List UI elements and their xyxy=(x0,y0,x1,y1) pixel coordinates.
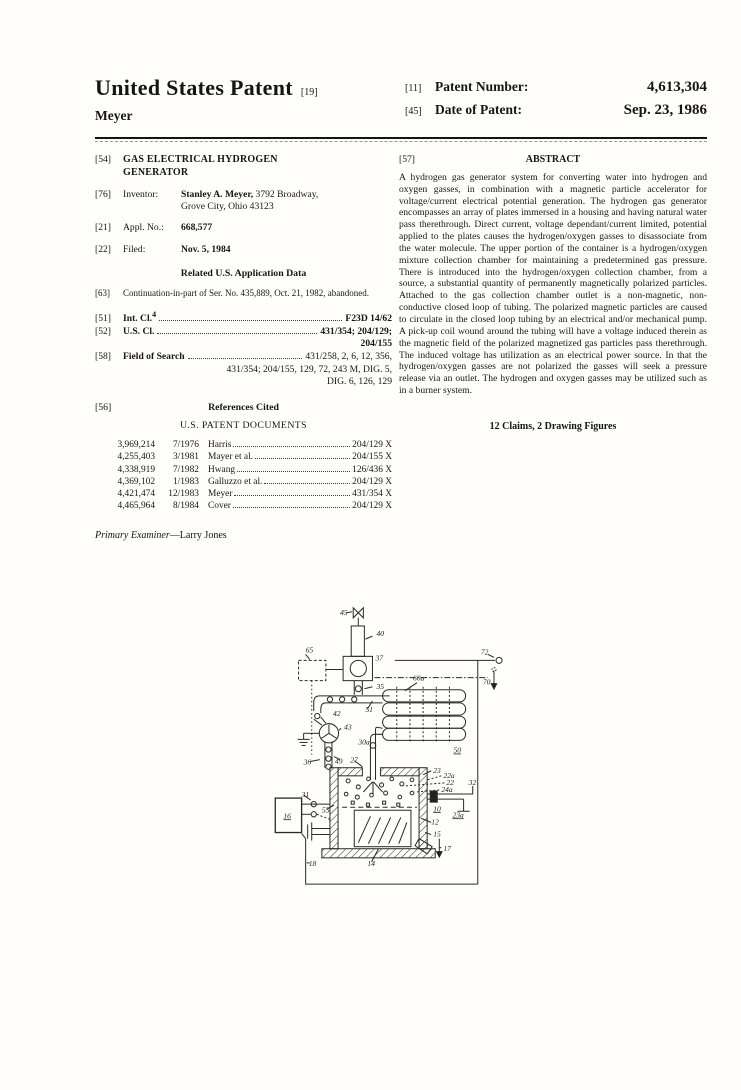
invention-title-line2: GENERATOR xyxy=(123,166,189,178)
appl-tag: [21] xyxy=(95,222,111,234)
reference-date: 7/1982 xyxy=(172,464,199,475)
filed-entry xyxy=(95,244,392,256)
reference-inventor: Hwang xyxy=(208,464,236,475)
terminal-72 xyxy=(496,657,502,663)
figure-label-24a: 24a xyxy=(441,785,453,795)
references-table xyxy=(95,439,392,513)
reference-patent-number: 4,338,919 xyxy=(117,464,155,475)
figure-label-70: 70 xyxy=(482,677,491,687)
references-heading-text: References Cited xyxy=(208,401,279,413)
appl-no-entry xyxy=(95,222,392,234)
dot-leader xyxy=(157,333,317,334)
figure-label-30a: 30a xyxy=(358,737,370,747)
related-data-entry xyxy=(95,288,392,299)
housing-left-wall xyxy=(330,768,338,849)
int-cl-label: Int. Cl.$^4$ xyxy=(123,309,157,325)
outlet-valve xyxy=(430,791,437,802)
figure-label-10: 10 xyxy=(433,804,441,814)
examiner-name: Larry Jones xyxy=(179,529,227,541)
housing-cover-left xyxy=(338,768,362,776)
invention-title xyxy=(123,154,278,179)
pickup-coil-row xyxy=(383,728,466,740)
figure-label-23: 23 xyxy=(433,765,441,775)
dot-leader xyxy=(188,358,303,359)
figure-label-43: 43 xyxy=(344,722,352,732)
reference-row xyxy=(95,476,392,488)
control-box-65 xyxy=(299,660,326,680)
related-data-heading: Related U.S. Application Data xyxy=(180,268,307,280)
reference-patent-number: 4,255,403 xyxy=(117,452,155,463)
junction-30a xyxy=(370,743,376,749)
header-left xyxy=(95,76,318,125)
patent-number-value: 4,613,304 xyxy=(647,79,707,95)
figure-label-22: 22 xyxy=(446,777,454,787)
reference-patent-number: 4,369,102 xyxy=(117,476,155,487)
kind-code-tag: [19] xyxy=(300,87,318,98)
reference-row xyxy=(95,500,392,512)
dot-leader xyxy=(159,320,342,321)
primary-examiner-line xyxy=(95,530,392,542)
appl-value: 668,577 xyxy=(181,222,213,234)
pickup-coil-row xyxy=(383,716,466,728)
figure-label-18: 18 xyxy=(308,858,317,868)
patent-number-label: Patent Number: xyxy=(435,79,529,94)
figure-label-14: 14 xyxy=(367,858,375,868)
figure-label-65: 65 xyxy=(305,645,314,655)
figure-label-55: 55 xyxy=(321,805,330,815)
abstract-tag: [57] xyxy=(399,154,415,165)
cylinder-40 xyxy=(351,626,364,656)
us-cl-value2: 204/155 xyxy=(360,338,392,350)
figure-label-27: 27 xyxy=(350,755,358,765)
field-value1: 431/258, 2, 6, 12, 356, xyxy=(305,350,392,362)
figure-label-49: 49 xyxy=(335,756,343,766)
reference-row xyxy=(95,439,392,451)
figure-label-45: 45 xyxy=(340,607,348,617)
date-tag: [45] xyxy=(405,106,422,117)
related-text: Continuation-in-part of Ser. No. 435,889, Oct. 21, 1982, abandoned. xyxy=(123,287,369,298)
page-title xyxy=(95,76,318,105)
int-cl-line xyxy=(95,309,392,325)
patent-number-row xyxy=(405,79,707,96)
reference-inventor: Galluzzo et al. xyxy=(208,476,263,487)
inventor-value xyxy=(181,189,318,212)
us-cl-label: U.S. Cl. xyxy=(123,325,155,337)
housing-bottom-wall xyxy=(322,849,435,858)
figure-label-31: 31 xyxy=(301,790,310,800)
filed-label: Filed: xyxy=(123,243,146,255)
references-tag: [56] xyxy=(95,401,112,413)
references-heading xyxy=(95,402,392,414)
check-ball-42 xyxy=(315,713,320,718)
reference-row xyxy=(95,488,392,500)
abstract-heading xyxy=(399,154,707,166)
abstract-heading-text: ABSTRACT xyxy=(525,154,581,165)
author-name: Meyer xyxy=(95,108,133,123)
filed-tag: [22] xyxy=(95,243,111,255)
date-of-patent-row xyxy=(405,102,707,119)
reference-date: 8/1984 xyxy=(172,501,199,512)
figure-label-17: 17 xyxy=(443,843,451,853)
figure-label-72: 72 xyxy=(480,647,489,657)
figure-label-23a: 23a xyxy=(452,810,464,820)
title-tag: [54] xyxy=(95,154,111,165)
reference-patent-number: 4,465,964 xyxy=(117,501,155,512)
plate-array-14 xyxy=(354,810,411,846)
field-of-search-line xyxy=(95,351,392,363)
housing-right-wall xyxy=(419,768,427,849)
reference-patent-number: 3,969,214 xyxy=(117,439,155,450)
dot-leader xyxy=(264,483,350,484)
reference-inventor: Cover xyxy=(208,501,231,512)
inventor-address2: Grove City, Ohio 43123 xyxy=(181,200,274,212)
pickup-coil-row xyxy=(383,690,466,702)
figure-label-16: 16 xyxy=(283,811,291,821)
inventor-address1: 3792 Broadway, xyxy=(253,189,319,200)
relief-valve-45 xyxy=(353,608,363,618)
valve-35 xyxy=(355,686,361,692)
figure-label-50: 50 xyxy=(453,745,462,755)
figure-label-15: 15 xyxy=(433,829,441,839)
date-value: Sep. 23, 1986 xyxy=(623,102,707,118)
reference-date: 7/1976 xyxy=(172,439,199,450)
field-value2: 431/354; 204/155, 129, 72, 243 M, DIG. 5, xyxy=(226,363,392,375)
reference-class: 204/129 X xyxy=(352,501,392,512)
us-cl-tag: [52] xyxy=(95,325,111,337)
figure-label-32: 32 xyxy=(468,777,477,787)
field-value3: DIG. 6, 126, 129 xyxy=(326,376,392,388)
figure-label-36: 36 xyxy=(303,757,312,767)
figure-label-37: 37 xyxy=(375,653,384,663)
date-label: Date of Patent: xyxy=(435,102,522,117)
header-right xyxy=(405,76,707,125)
us-cl-line xyxy=(95,326,392,338)
reference-date: 1/1983 xyxy=(172,476,199,487)
invention-title-line1: GAS ELECTRICAL HYDROGEN xyxy=(123,154,278,165)
int-cl-tag: [51] xyxy=(95,313,111,325)
dot-leader xyxy=(255,458,350,459)
dot-leader xyxy=(233,507,350,508)
filed-value: Nov. 5, 1984 xyxy=(181,243,231,255)
reference-date: 12/1983 xyxy=(168,489,199,500)
page-header xyxy=(95,76,707,125)
figure-label-60a: 60a xyxy=(412,673,425,683)
patent-number-tag: [11] xyxy=(405,83,422,94)
int-cl-sup: 4 xyxy=(152,309,157,319)
dot-leader xyxy=(233,446,350,447)
patent-title-text: United States Patent xyxy=(95,75,293,100)
us-cl-value1: 431/354; 204/129; xyxy=(320,325,392,337)
us-patent-documents-heading: U.S. PATENT DOCUMENTS xyxy=(179,420,308,432)
appl-label: Appl. No.: xyxy=(123,222,164,234)
reference-date: 3/1981 xyxy=(172,452,199,463)
reference-class: 204/129 X xyxy=(352,439,392,450)
inventor-tag: [76] xyxy=(95,189,111,200)
reference-inventor: Harris xyxy=(208,439,232,450)
figure-label-22a: 22a xyxy=(443,770,455,780)
inventor-label: Inventor: xyxy=(123,189,159,200)
hydrogen-generator-diagram xyxy=(253,597,658,902)
reference-patent-number: 4,421,474 xyxy=(117,489,155,500)
reference-class: 204/155 X xyxy=(352,452,392,463)
header-rule xyxy=(95,137,707,139)
left-column xyxy=(95,154,392,541)
dot-leader xyxy=(237,471,350,472)
abstract-text: A hydrogen gas generator system for converting water into hydrogen and oxygen gasses, in combination with a magnetic particle accelerator for voltage/current electrical potential generation. The hydrogen gas generator encompasses an array of plates immersed in a housing and having natural water pass therethrough. Direct current, voltage dependant/current limited, potential applied to the plates causes the hydrogen/oxygen gasses to disassociate from the water molecule. The upper portion of the container is a hydrogen/oxygen mixture collection chamber for maintaining a predetermined gas pressure. There is introduced into the hydrogen/oxygen collection chamber, from a source, a substantial quantity of permanently magnetically polarized particles. Attached to the gas collection chamber outlet is a non-magnetic, non-conductive closed loop of tubing. The polarized magnetic particles are caused to circulate in the closed loop tubing by an electrical and/or mechanical pump. A pick-up coil wound around the tubing will have a voltage induced therein as the magnetic field of the polarized magnetized gas particles pass therethrough. The induced voltage has utilization as an electrical power source. In that the hydrogen/oxygen gasses are not polarized the gasses will seek a pressure release via an outlet. The hydrogen and oxygen gasses may be utilized such as in a burner system. xyxy=(399,171,707,397)
header-rule-shadow xyxy=(95,141,707,142)
reference-inventor: Mayer et al. xyxy=(208,452,254,463)
right-column xyxy=(399,154,707,433)
examiner-dash: — xyxy=(169,529,180,541)
pickup-coil-row xyxy=(383,703,466,715)
invention-title-entry xyxy=(95,154,392,179)
claims-line: 12 Claims, 2 Drawing Figures xyxy=(489,420,617,432)
reference-class: 126/436 X xyxy=(352,464,392,475)
inventor-name: Stanley A. Meyer, xyxy=(181,189,254,200)
gas-bubbles xyxy=(344,777,413,806)
figure-label-35: 35 xyxy=(376,681,385,691)
int-cl-value: F23D 14/62 xyxy=(345,313,392,325)
figure-label-40: 40 xyxy=(376,629,385,639)
field-tag: [58] xyxy=(95,350,111,362)
examiner-label: Primary Examiner xyxy=(95,529,170,541)
figure-label-51: 51 xyxy=(365,705,373,715)
field-label: Field of Search xyxy=(123,350,185,362)
patent-drawing-figure xyxy=(253,597,658,902)
housing-cover-right xyxy=(381,768,419,776)
inventor-entry xyxy=(95,189,392,212)
figure-label-12: 12 xyxy=(431,817,439,827)
reference-class: 431/354 X xyxy=(352,489,392,500)
reference-row xyxy=(95,464,392,476)
reference-row xyxy=(95,451,392,463)
dot-leader xyxy=(234,495,350,496)
figure-label-42: 42 xyxy=(332,709,341,719)
reference-class: 204/129 X xyxy=(352,476,392,487)
related-tag: [63] xyxy=(95,287,110,298)
reference-inventor: Meyer xyxy=(208,489,233,500)
